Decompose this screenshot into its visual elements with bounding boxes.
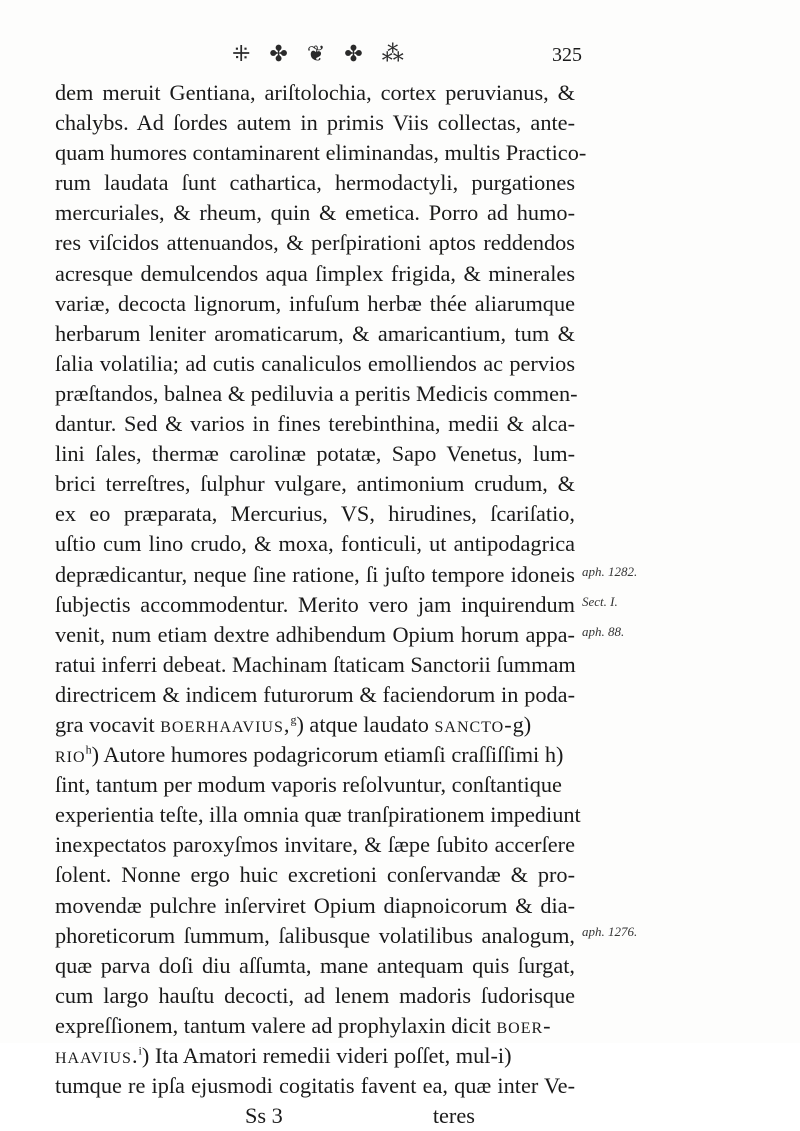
printers-ornament: ⁜ ✤ ❦ ✤ ⁂ bbox=[232, 42, 410, 67]
text-line: experientia teſte, illa omnia quæ tranſpirationem impediunt bbox=[55, 802, 581, 828]
text-line-citation: haavius.$^i$) Ita Amatori remedii videri poſſet, mul-i) bbox=[55, 1043, 512, 1068]
text-line: ſolent. Nonne ergo huic excretioni conſervandæ & pro- bbox=[55, 862, 575, 888]
text-line: chalybs. Ad ſordes autem in primis Viis collectas, ante- bbox=[55, 110, 575, 136]
text-line-citation: gra vocavit boerhaavius,$^g$) atque laudato sancto-g) bbox=[55, 711, 532, 737]
footnote-mark: g bbox=[290, 712, 297, 727]
text-line: acresque demulcendos aqua ſimplex frigida, & minerales bbox=[55, 260, 575, 286]
page-number: 325 bbox=[552, 44, 582, 66]
text-line: directricem & indicem futurorum & faciendorum in poda- bbox=[55, 681, 575, 707]
catchword: teres bbox=[432, 1103, 475, 1129]
text-line: dem meruit Gentiana, ariſtolochia, cortex peruvianus, & bbox=[55, 80, 575, 105]
text-line: quam humores contaminarent eliminandas, multis Practico- bbox=[55, 140, 587, 166]
author-name: boerhaavius, bbox=[160, 711, 291, 737]
text-line: uſtio cum lino crudo, & moxa, fonticuli, ut antipodagrica bbox=[55, 531, 575, 557]
footnote-mark: i bbox=[138, 1043, 142, 1058]
text-line: variæ, decocta lignorum, infuſum herbæ thée aliarumque bbox=[55, 290, 575, 316]
text-line: movendæ pulchre inſerviret Opium diapnoicorum & dia- bbox=[55, 892, 575, 918]
text-line-citation: rio$^h$) Autore humores podagricorum etiamſi craſſiſſimi h) bbox=[55, 742, 564, 768]
marginal-reference: aph. 88. bbox=[582, 624, 625, 639]
text-line: res viſcidos attenuandos, & perſpirationi aptos reddendos bbox=[55, 230, 575, 256]
marginal-reference: aph. 1276. bbox=[582, 924, 638, 939]
text-line: venit, num etiam dextre adhibendum Opium horum appa- bbox=[55, 621, 575, 647]
author-name: haavius. bbox=[55, 1043, 139, 1068]
text-line: ſubjectis accommodentur. Merito vero jam inquirendum bbox=[55, 591, 575, 617]
author-name: boer- bbox=[496, 1012, 552, 1038]
footnote-mark: h bbox=[85, 742, 92, 757]
text-line: lini ſales, thermæ carolinæ potatæ, Sapo Venetus, lum- bbox=[55, 441, 575, 467]
text-line: ratui inferri debeat. Machinam ſtaticam Sanctorii ſummam bbox=[55, 651, 576, 677]
text-line: præſtandos, balnea & pediluvia a peritis Medicis commen- bbox=[55, 380, 578, 406]
marginal-reference: Sect. I. bbox=[582, 594, 618, 609]
author-name: rio bbox=[55, 742, 86, 768]
text-line: brici terreſtres, ſulphur vulgare, antimonium crudum, & bbox=[55, 471, 575, 497]
catchline bbox=[55, 1101, 575, 1131]
marginal-reference: aph. 1282. bbox=[582, 564, 638, 579]
text-line: herbarum leniter aromaticarum, & amaricantium, tum & bbox=[55, 320, 575, 346]
text-line: phoreticorum ſummum, ſalibusque volatilibus analogum, bbox=[55, 922, 575, 948]
text-line: mercuriales, & rheum, quin & emetica. Porro ad humo- bbox=[55, 200, 575, 226]
signature-mark: Ss 3 bbox=[245, 1103, 283, 1129]
text-line: ex eo præparata, Mercurius, VS, hirudines, ſcariſatio, bbox=[55, 501, 575, 527]
text-line: dantur. Sed & varios in fines terebinthina, medii & alca- bbox=[55, 411, 575, 437]
text-line: tumque re ipſa ejusmodi cogitatis favent ea, quæ inter Ve- bbox=[55, 1073, 575, 1099]
text-line-citation: expreſſionem, tantum valere ad prophylaxin dicit boer- bbox=[55, 1012, 552, 1038]
text-line: ſint, tantum per modum vaporis reſolvuntur, conſtantique bbox=[55, 772, 562, 798]
text-line: cum largo hauſtu decocti, ad lenem madoris ſudorisque bbox=[55, 982, 575, 1008]
text-line: deprædicantur, neque ſine ratione, ſi juſto tempore idoneis bbox=[55, 561, 575, 587]
text-line: quæ parva doſi diu aſſumta, mane antequam quis ſurgat, bbox=[55, 952, 575, 978]
text-line: ſalia volatilia; ad cutis canaliculos emolliendos ac pervios bbox=[55, 350, 575, 376]
text-line: rum laudata ſunt cathartica, hermodactyli, purgationes bbox=[55, 170, 575, 196]
author-name: sancto- bbox=[434, 711, 513, 737]
body-text bbox=[55, 78, 587, 1131]
running-head bbox=[0, 42, 800, 74]
text-line: inexpectatos paroxyſmos invitare, & ſæpe ſubito accerſere bbox=[55, 832, 575, 858]
